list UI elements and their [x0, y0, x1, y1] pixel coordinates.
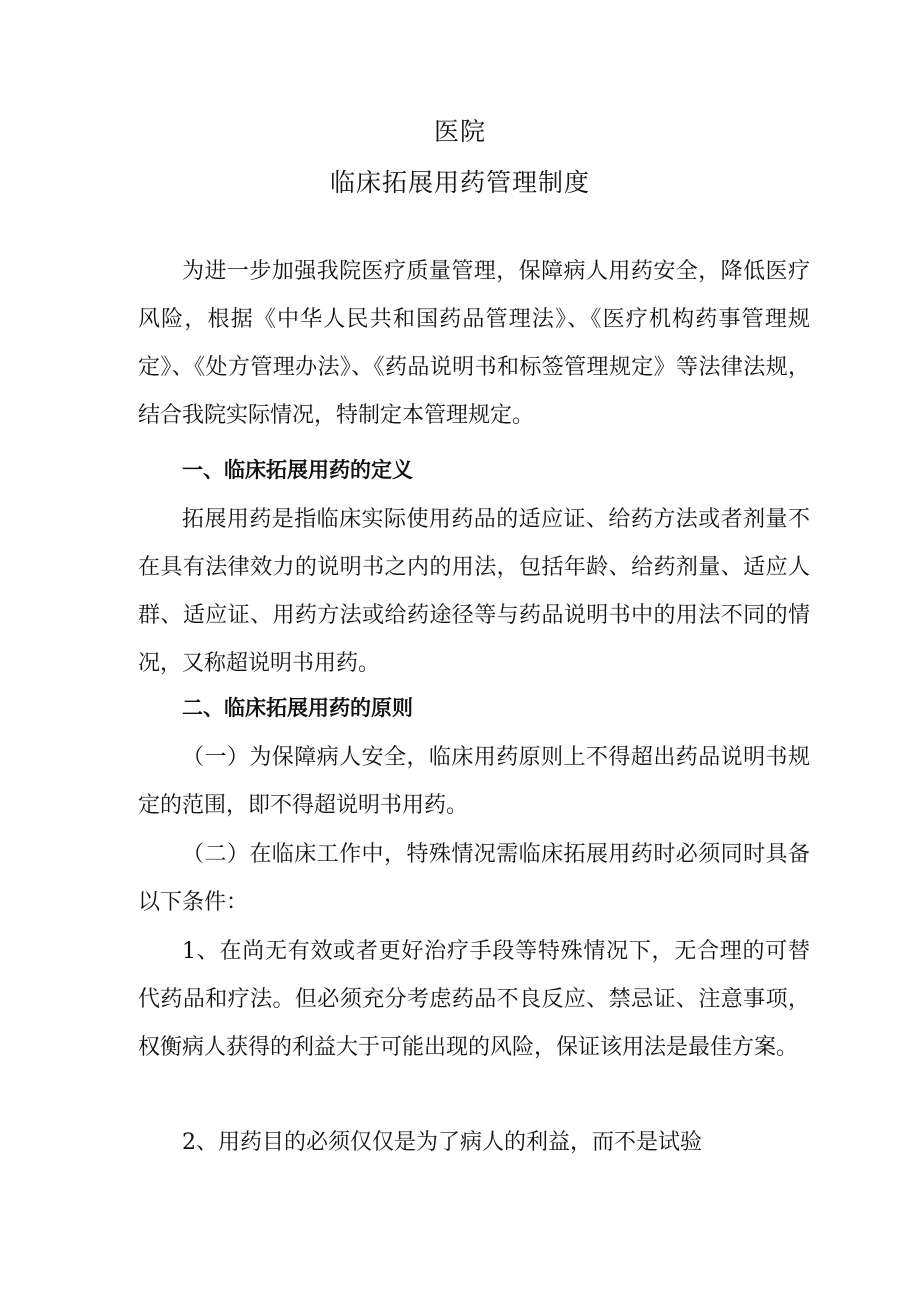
section1-heading: 一、临床拓展用药的定义	[182, 458, 413, 482]
section2-sub1: （一）为保障病人安全，临床用药原则上不得超出药品说明书规定的范围，即不得超说明书用药。	[138, 745, 810, 818]
condition2: 2、用药目的必须仅仅是为了病人的利益，而不是试验	[182, 1130, 702, 1155]
section1-heading-block	[138, 446, 810, 494]
section2-sub1-block	[138, 734, 810, 830]
document-title-hospital: 医院	[433, 117, 486, 146]
intro-paragraph: 为进一步加强我院医疗质量管理，保障病人用药安全，降低医疗风险，根据《中华人民共和国药品管理法》、《医疗机构药事管理规定》、《处方管理办法》、《药品说明书和标签管理规定》等法律法规，结合我院实际情况，特制定本管理规定。	[138, 259, 810, 428]
condition2-block	[138, 1119, 810, 1167]
document-title-policy: 临床拓展用药管理制度	[329, 168, 590, 197]
section1-paragraph-block	[138, 496, 810, 688]
section1-paragraph: 拓展用药是指临床实际使用药品的适应证、给药方法或者剂量不在具有法律效力的说明书之内的用法，包括年龄、给药剂量、适应人群、适应证、用药方法或给药途径等与药品说明书中的用法不同的情况，又称超说明书用药。	[138, 507, 810, 676]
section2-heading: 二、临床拓展用药的原则	[182, 696, 413, 720]
section2-sub2: （二）在临床工作中，特殊情况需临床拓展用药时必须同时具备以下条件：	[138, 842, 810, 915]
intro-paragraph-block	[138, 248, 810, 440]
condition1: 1、在尚无有效或者更好治疗手段等特殊情况下，无合理的可替代药品和疗法。但必须充分考虑药品不良反应、禁忌证、注意事项，权衡病人获得的利益大于可能出现的风险，保证该用法是最佳方案。	[138, 939, 810, 1060]
section2-heading-block	[138, 684, 810, 732]
section2-sub2-block	[138, 831, 810, 927]
condition1-block	[138, 928, 810, 1072]
